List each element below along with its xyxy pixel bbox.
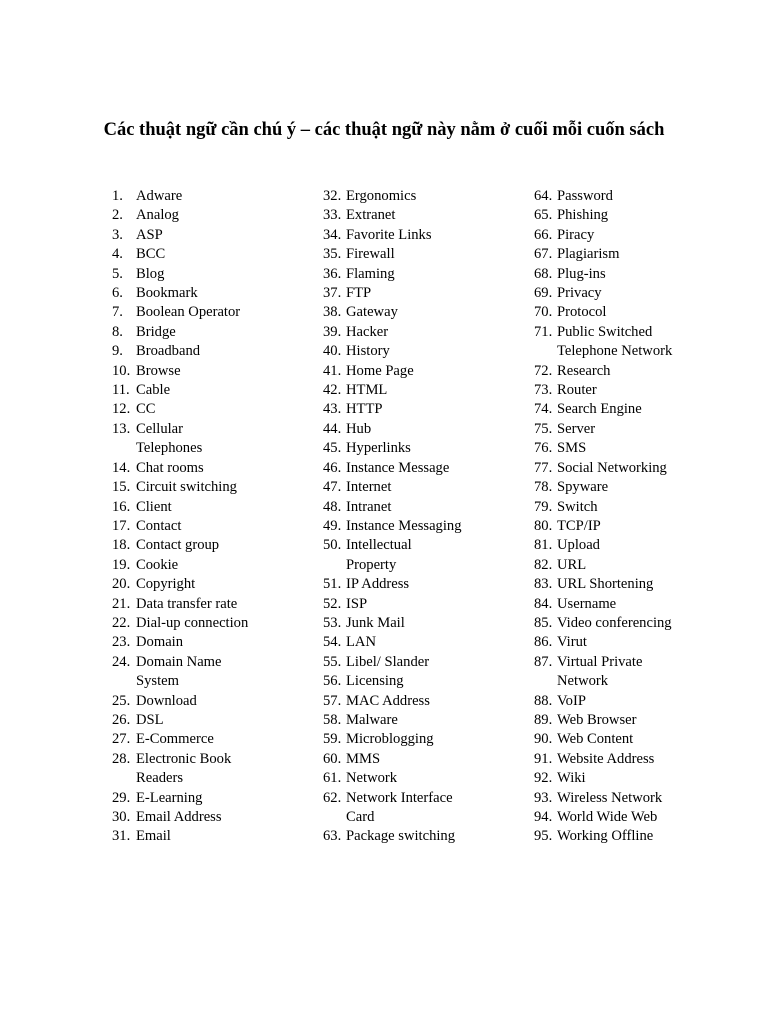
term-label: ASP [136,226,163,243]
term-label: TCP/IP [557,517,601,534]
term-label: Favorite Links [346,226,432,243]
term-label: Hyperlinks [346,440,411,457]
term-list-item [323,769,523,788]
term-label: Circuit switching [136,479,237,496]
term-list-item [112,614,312,633]
term-list-item [112,362,312,381]
term-number: 45. [323,440,342,457]
term-label: Libel/ Slander [346,653,430,670]
term-label: Instance Message [346,459,450,476]
term-number: 38. [323,304,342,321]
term-number: 52. [323,595,342,612]
term-label: History [346,343,390,360]
term-number: 17. [112,517,131,534]
term-label: HTML [346,382,388,399]
term-number: 10. [112,362,131,379]
term-list-item [534,420,734,439]
term-list-item [534,362,734,381]
term-number: 26. [112,711,131,728]
term-label: Contact [136,517,182,534]
term-number: 92. [534,770,553,787]
term-number: 79. [534,498,553,515]
term-list-item [323,672,523,691]
term-number: 5. [112,265,123,282]
term-list-item [534,614,734,633]
term-number: 47. [323,479,342,496]
term-list-item [534,206,734,225]
term-number: 16. [112,498,131,515]
term-list-item [112,517,312,536]
term-label: Social Networking [557,459,667,476]
term-label: Junk Mail [346,614,405,631]
term-number: 90. [534,731,553,748]
term-list-item [534,284,734,303]
term-label: Upload [557,537,600,554]
term-number: 14. [112,459,131,476]
term-list-item [534,750,734,769]
term-number: 27. [112,731,131,748]
term-list-item [534,226,734,245]
term-number: 66. [534,226,553,243]
term-number: 64. [534,188,553,204]
term-label: E-Commerce [136,731,214,748]
term-list-item [534,323,734,362]
term-list-item [323,284,523,303]
term-list-item [112,730,312,749]
term-label: Privacy [557,285,602,302]
term-number: 19. [112,556,131,573]
term-number: 34. [323,226,342,243]
term-label: Blog [136,265,165,282]
term-number: 72. [534,362,553,379]
term-list-item [112,303,312,322]
term-list-item [112,420,312,459]
term-list-item [534,400,734,419]
term-number: 12. [112,401,131,418]
term-list-item [534,265,734,284]
term-list-item [323,323,523,342]
term-list-item [534,245,734,264]
term-number: 61. [323,770,342,787]
term-label: Wireless Network [557,789,663,806]
term-list-item [112,478,312,497]
term-list-item [323,400,523,419]
term-label: IP Address [346,576,410,593]
term-list-item [534,187,734,206]
term-number: 24. [112,653,131,670]
term-number: 94. [534,809,553,825]
term-label: MMS [346,750,381,767]
term-number: 4. [112,246,123,263]
term-label: Hub [346,420,372,437]
term-number: 84. [534,595,553,612]
term-label: Adware [136,188,183,204]
term-label: BCC [136,246,166,263]
term-label: Virut [557,634,587,651]
term-number: 35. [323,246,342,263]
term-label: FTP [346,285,372,302]
term-label: Plagiarism [557,246,620,263]
term-list-item [534,303,734,322]
term-list-item [112,808,312,827]
term-label: Firewall [346,246,395,263]
term-number: 50. [323,537,342,554]
term-list-item [323,536,523,575]
term-number: 39. [323,323,342,340]
term-label: Web Content [557,731,634,748]
term-number: 60. [323,750,342,767]
term-label: URL [557,556,587,573]
term-label: Cable [136,382,171,399]
term-number: 87. [534,653,553,670]
term-label: Plug-ins [557,265,606,282]
term-label: Public Switched Telephone Network [557,323,673,360]
term-list-item [534,633,734,652]
term-label: SMS [557,440,587,457]
term-list-item [323,206,523,225]
term-number: 55. [323,653,342,670]
term-list-item [112,556,312,575]
term-list-item [534,439,734,458]
term-label: Website Address [557,750,655,767]
page-title: Các thuật ngữ cần chú ý – các thuật ngữ này nằm ở cuối mỗi cuốn sách [103,120,665,140]
term-number: 2. [112,207,123,224]
term-label: Malware [346,711,398,728]
term-number: 44. [323,420,342,437]
term-list-item [323,439,523,458]
term-number: 15. [112,479,131,496]
term-list-item [112,827,312,846]
term-list-item [534,459,734,478]
term-list-item [112,245,312,264]
term-list-item [323,265,523,284]
term-label: Piracy [557,226,595,243]
term-label: ISP [346,595,368,612]
term-list-item [112,633,312,652]
term-label: Cookie [136,556,179,573]
term-list-item [112,226,312,245]
term-label: Web Browser [557,711,637,728]
term-list-item [534,730,734,749]
term-number: 32. [323,188,342,204]
term-label: Research [557,362,611,379]
term-label: Client [136,498,172,515]
term-number: 11. [112,382,130,399]
term-label: LAN [346,634,376,651]
term-list-item [112,187,312,206]
term-label: VoIP [557,692,586,709]
term-number: 74. [534,401,553,418]
term-label: Copyright [136,576,196,593]
term-list-item [323,478,523,497]
term-number: 91. [534,750,553,767]
term-number: 62. [323,789,342,806]
term-list-item [534,769,734,788]
term-label: Hacker [346,323,389,340]
term-list-item [112,400,312,419]
term-label: Contact group [136,537,220,554]
term-column-3 [534,187,734,847]
term-list-item [112,711,312,730]
term-number: 40. [323,343,342,360]
term-list-item [323,459,523,478]
term-label: Router [557,382,597,399]
term-label: MAC Address [346,692,430,709]
term-list-item [323,187,523,206]
term-number: 21. [112,595,131,612]
term-label: Domain Name System [136,653,222,690]
term-list-item [534,381,734,400]
term-list-item [112,789,312,808]
term-number: 71. [534,323,553,340]
term-number: 41. [323,362,342,379]
term-list-item [323,789,523,828]
term-label: Server [557,420,596,437]
term-label: Electronic Book Readers [136,750,232,787]
term-list-item [112,653,312,692]
term-label: Broadband [136,343,201,360]
term-list-item [323,381,523,400]
term-number: 46. [323,459,342,476]
term-list-item [534,827,734,846]
term-list-item [112,265,312,284]
term-number: 49. [323,517,342,534]
term-number: 43. [323,401,342,418]
term-list-item [534,536,734,555]
term-number: 57. [323,692,342,709]
term-list-item [323,517,523,536]
term-number: 81. [534,537,553,554]
term-list-item [534,711,734,730]
term-number: 42. [323,382,342,399]
term-list-item [112,498,312,517]
term-number: 18. [112,537,131,554]
term-label: Username [557,595,617,612]
term-label: Wiki [557,770,586,787]
term-list-item [323,245,523,264]
term-label: Package switching [346,828,456,845]
term-list-item [112,536,312,555]
term-label: Network Interface Card [346,789,453,825]
term-number: 59. [323,731,342,748]
term-label: CC [136,401,156,418]
term-number: 30. [112,809,131,825]
term-label: Internet [346,479,392,496]
term-list-item [534,498,734,517]
term-number: 76. [534,440,553,457]
term-label: Search Engine [557,401,642,418]
term-label: Download [136,692,197,709]
term-list-item [323,827,523,846]
term-label: Chat rooms [136,459,204,476]
term-list-item [534,517,734,536]
term-label: Flaming [346,265,395,282]
term-label: World Wide Web [557,809,658,825]
term-list-item [323,692,523,711]
term-number: 23. [112,634,131,651]
term-number: 13. [112,420,131,437]
term-label: Cellular Telephones [136,420,203,457]
term-list-item [112,323,312,342]
term-list-item [323,614,523,633]
term-label: HTTP [346,401,383,418]
term-label: Protocol [557,304,607,321]
term-number: 56. [323,673,342,690]
term-list-item [534,692,734,711]
term-number: 6. [112,285,123,302]
term-number: 83. [534,576,553,593]
term-number: 63. [323,828,342,845]
term-number: 85. [534,614,553,631]
term-number: 89. [534,711,553,728]
term-number: 22. [112,614,131,631]
term-column-1 [112,187,312,847]
term-number: 8. [112,323,123,340]
term-list-item [534,808,734,827]
term-number: 86. [534,634,553,651]
term-label: Ergonomics [346,188,417,204]
term-number: 54. [323,634,342,651]
term-label: Instance Messaging [346,517,462,534]
term-column-2 [323,187,523,847]
term-label: Extranet [346,207,396,224]
term-number: 82. [534,556,553,573]
term-list-item [534,595,734,614]
term-label: Working Offline [557,828,654,845]
term-list-item [323,342,523,361]
term-label: Gateway [346,304,398,321]
term-label: Home Page [346,362,414,379]
term-list-item [323,303,523,322]
term-label: E-Learning [136,789,203,806]
term-label: Switch [557,498,598,515]
term-list-item [534,556,734,575]
term-number: 70. [534,304,553,321]
term-list-item [323,633,523,652]
term-label: Password [557,188,613,204]
term-number: 48. [323,498,342,515]
term-label: Email Address [136,809,222,825]
term-list-item [112,381,312,400]
term-list-item [112,575,312,594]
term-list-item [534,575,734,594]
term-number: 1. [112,188,123,204]
term-list-item [112,459,312,478]
term-number: 25. [112,692,131,709]
term-list-item [534,789,734,808]
term-number: 88. [534,692,553,709]
term-number: 73. [534,382,553,399]
term-label: Dial-up connection [136,614,249,631]
term-list-item [112,284,312,303]
term-number: 9. [112,343,123,360]
term-label: Intellectual Property [346,537,412,573]
term-label: Domain [136,634,184,651]
term-list-item [323,711,523,730]
term-number: 7. [112,304,123,321]
term-label: Analog [136,207,179,224]
term-number: 51. [323,576,342,593]
term-label: URL Shortening [557,576,654,593]
term-list-item [323,595,523,614]
term-label: Virtual Private Network [557,653,643,690]
term-list-item [534,653,734,692]
term-list-item [323,362,523,381]
term-label: Data transfer rate [136,595,238,612]
term-label: Browse [136,362,181,379]
term-label: Bridge [136,323,176,340]
term-list-item [323,226,523,245]
term-number: 31. [112,828,131,845]
term-label: Microblogging [346,731,434,748]
term-label: Licensing [346,673,404,690]
term-number: 33. [323,207,342,224]
term-label: Email [136,828,171,845]
term-list-item [323,730,523,749]
term-list-item [112,595,312,614]
term-label: Phishing [557,207,609,224]
term-number: 3. [112,226,123,243]
term-label: DSL [136,711,164,728]
term-label: Spyware [557,479,609,496]
term-list-item [323,420,523,439]
term-number: 53. [323,614,342,631]
term-list-item [112,206,312,225]
term-list-item [323,653,523,672]
term-label: Boolean Operator [136,304,241,321]
term-list-item [323,750,523,769]
term-number: 28. [112,750,131,767]
term-number: 65. [534,207,553,224]
term-number: 75. [534,420,553,437]
term-list-item [112,342,312,361]
term-number: 36. [323,265,342,282]
term-number: 67. [534,246,553,263]
term-number: 95. [534,828,553,845]
term-number: 37. [323,285,342,302]
term-label: Intranet [346,498,392,515]
term-number: 93. [534,789,553,806]
term-number: 77. [534,459,553,476]
term-number: 68. [534,265,553,282]
term-number: 80. [534,517,553,534]
term-label: Network [346,770,398,787]
term-list-item [112,692,312,711]
term-number: 69. [534,285,553,302]
term-list-item [534,478,734,497]
term-number: 29. [112,789,131,806]
term-label: Bookmark [136,285,198,302]
term-list-item [323,498,523,517]
term-number: 58. [323,711,342,728]
term-number: 78. [534,479,553,496]
term-number: 20. [112,576,131,593]
term-list-item [112,750,312,789]
term-list-item [323,575,523,594]
term-label: Video conferencing [557,614,672,631]
